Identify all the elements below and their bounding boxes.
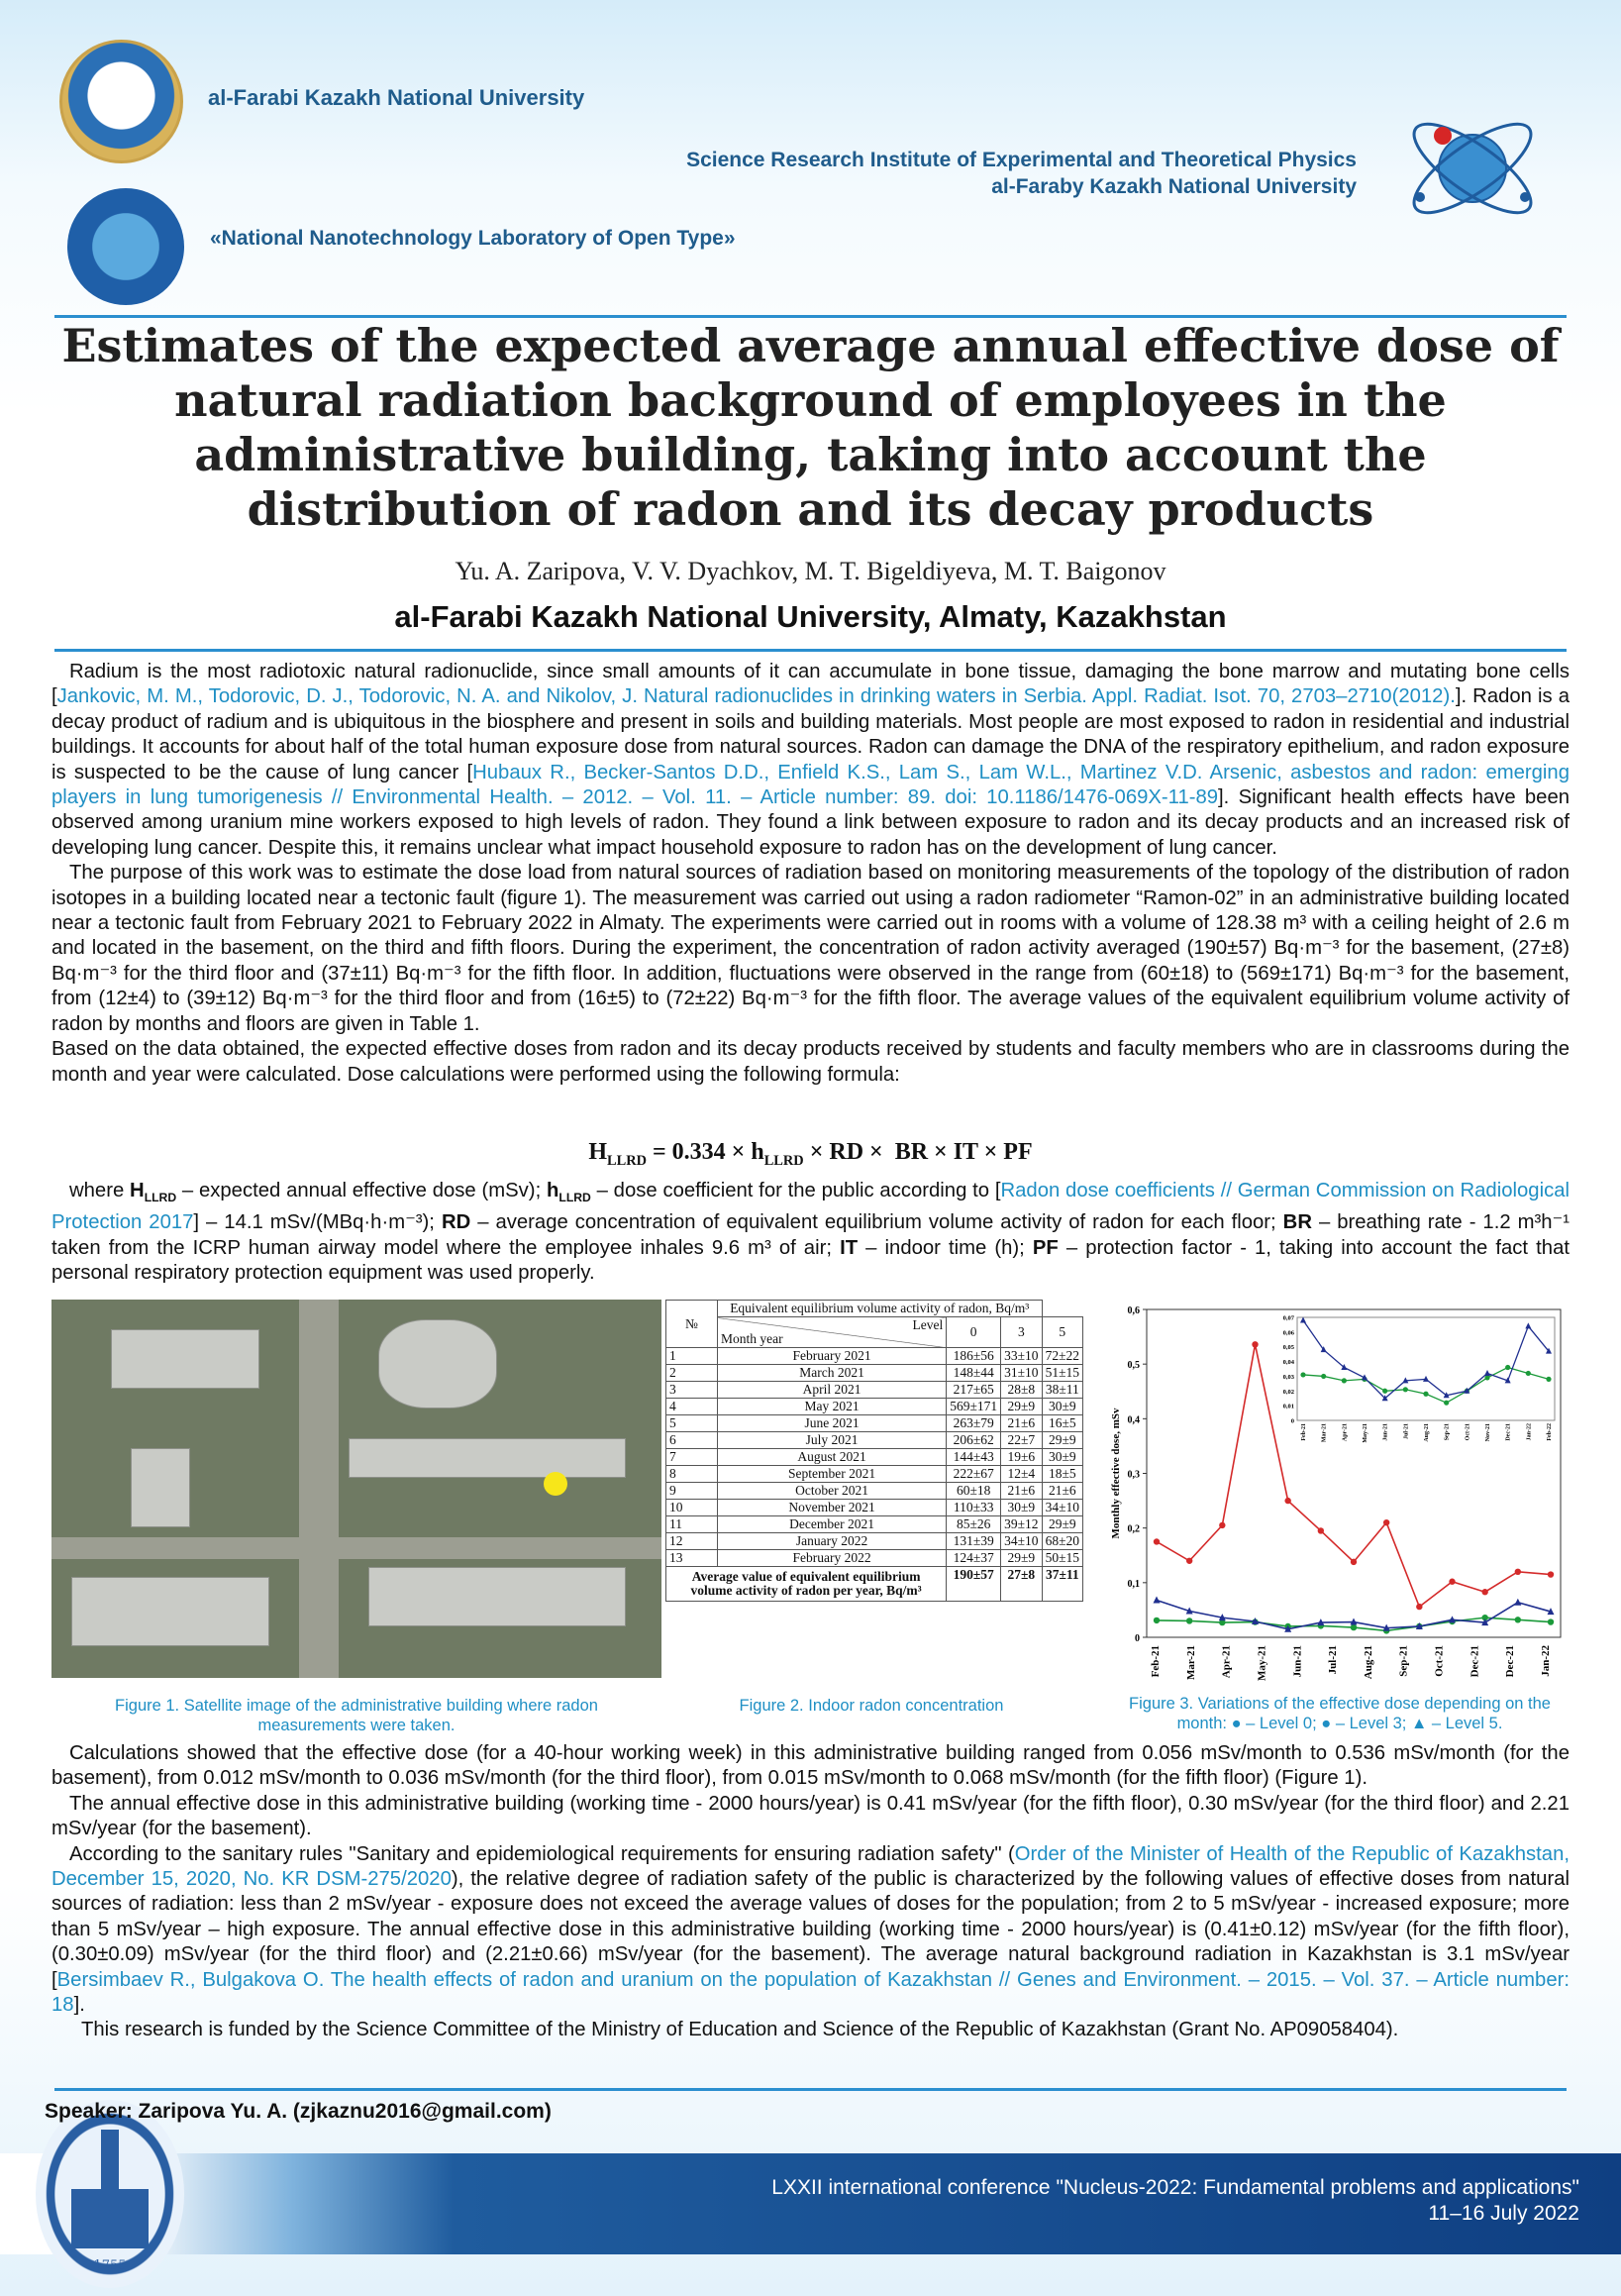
figure-1-caption: Figure 1. Satellite image of the administrative building where radon measurements were taken.: [115, 1697, 598, 1734]
table-header-level-5: 5: [1042, 1317, 1082, 1348]
text-span: ].: [73, 1994, 85, 2017]
y-axis-label: Monthly effective dose, mSv: [1110, 1408, 1122, 1539]
table-cell: 28±8: [1001, 1382, 1042, 1399]
table-cell: 4: [666, 1399, 718, 1415]
inset-data-point: [1526, 1371, 1531, 1376]
table-row: [666, 1348, 1083, 1365]
table-cell: 18±5: [1042, 1466, 1082, 1483]
table-cell: 31±10: [1001, 1365, 1042, 1382]
table-cell: 29±9: [1042, 1432, 1082, 1449]
x-tick-label: Jun-21: [1291, 1645, 1304, 1678]
table-cell: March 2021: [717, 1365, 946, 1382]
university-logo: [59, 40, 183, 163]
inset-data-point: [1423, 1392, 1428, 1397]
text-span: ]. Significant health effects have been observed among uranium mine workers exposed to high levels of radon. They found a link between exposure to radon and its decay products and an increased risk of developing lung cancer. Despite this, it remains unclear what impact household exposure to radon has on the development of lung cancer.: [51, 786, 1570, 859]
msu-building-logo: [36, 2100, 184, 2288]
inset-x-tick-label: Aug-21: [1424, 1423, 1430, 1442]
inset-y-tick-label: 0,06: [1282, 1329, 1294, 1337]
table-header-diagonal: [717, 1317, 946, 1348]
data-point: [1351, 1624, 1357, 1630]
data-point: [1548, 1618, 1554, 1624]
y-tick-label: 0,6: [1127, 1305, 1140, 1316]
table-cell: 1: [666, 1348, 718, 1365]
intro-paragraph-2: The purpose of this work was to estimate the dose load from natural sources of radiation based on monitoring measurements of the topology of the distribution of radon isotopes in a building located near a tectonic fault (figure 1). The measurement was carried out using a radon radiometer “Ramon-02” in an administrative building located near a tectonic fault from February 2021 to February 2022 in Almaty. The experiments were carried out in rooms with a volume of 128.38 m³ with a ceiling height of 2.6 m and located in the basement, on the third and fifth floors. During the experiment, the concentration of radon activity averaged (190±57) Bq·m⁻³ for the basement, (27±8) Bq·m⁻³ for the third floor and (37±11) Bq·m⁻³ for the fifth floor. In addition, fluctuations were observed in the range from (60±18) to (569±171) Bq·m⁻³ for the basement, from (12±4) to (39±12) Bq·m⁻³ for the third floor and from (16±5) to (72±22) Bq·m⁻³ for the fifth floor. The average values of the equivalent equilibrium volume activity of radon by months and floors are given in Table 1.: [51, 862, 1570, 1035]
table-cell: 13: [666, 1550, 718, 1567]
table-cell: 51±15: [1042, 1365, 1082, 1382]
table-cell: 217±65: [947, 1382, 1001, 1399]
text-span: ] – 14.1 mSv/(MBq·h·m⁻³);: [193, 1211, 442, 1234]
reference-link[interactable]: Hubaux R., Becker-Santos D.D., Enfield K.S., Lam S., Lam W.L., Martinez V.D. Arsenic, asbestos and radon: emerging players in lung tumorigenesis // Environmental Health. – 2012. – Vol. 11. – Article number: 89. doi: 10.1186/1476-069X-11-89: [51, 761, 1570, 809]
lab-name: «National Nanotechnology Laboratory of Open Type»: [210, 227, 736, 250]
institute-line2: al-Faraby Kazakh National University: [991, 175, 1357, 198]
inset-y-tick-label: 0,02: [1282, 1388, 1294, 1396]
data-point: [1219, 1522, 1225, 1528]
inset-y-tick-label: 0,04: [1282, 1359, 1294, 1367]
table-cell: 30±9: [1042, 1449, 1082, 1466]
satellite-image: [51, 1300, 661, 1678]
inset-x-tick-label: Nov-21: [1485, 1423, 1491, 1442]
table-cell: 10: [666, 1500, 718, 1516]
table-cell: 569±171: [947, 1399, 1001, 1415]
table-cell: 72±22: [1042, 1348, 1082, 1365]
funding-paragraph: This research is funded by the Science Committee of the Ministry of Education and Science of the Republic of Kazakhstan (Grant No. AP09058404).: [81, 2019, 1399, 2041]
text-span: – breathing rate - 1.2 m³h⁻¹ taken from the ICRP human airway model where the employee inhales 9.6 m³ of air;: [51, 1211, 1570, 1259]
conference-name: LXXII international conference "Nucleus-2022: Fundamental problems and applications": [771, 2176, 1579, 2199]
table-average-value: 27±8: [1001, 1567, 1042, 1602]
table-row: [666, 1550, 1083, 1567]
university-name: al-Farabi Kazakh National University: [208, 85, 585, 110]
y-tick-label: 0,3: [1127, 1469, 1140, 1481]
table-cell: November 2021: [717, 1500, 946, 1516]
table-cell: 110±33: [947, 1500, 1001, 1516]
x-tick-label: Jul-21: [1327, 1645, 1340, 1675]
inset-data-point: [1300, 1372, 1305, 1377]
y-tick-label: 0: [1135, 1633, 1140, 1644]
inset-x-tick-label: Dec-21: [1505, 1423, 1512, 1441]
inset-x-tick-label: Jan-22: [1526, 1423, 1533, 1441]
table-cell: 186±56: [947, 1348, 1001, 1365]
table-cell: 38±11: [1042, 1382, 1082, 1399]
inset-x-tick-label: Jun-21: [1382, 1423, 1389, 1441]
table-row: [666, 1533, 1083, 1550]
inset-data-point: [1403, 1387, 1408, 1392]
x-tick-label: Mar-21: [1184, 1645, 1197, 1681]
table-row: [666, 1500, 1083, 1516]
table-cell: 30±9: [1042, 1399, 1082, 1415]
x-tick-label: Feb-21: [1150, 1645, 1162, 1678]
title-divider: [54, 649, 1567, 652]
inset-x-tick-label: Jul-21: [1403, 1423, 1410, 1440]
table-row: [666, 1415, 1083, 1432]
x-tick-label: Oct-21: [1433, 1645, 1446, 1677]
text-span: – expected annual effective dose (mSv);: [176, 1180, 547, 1201]
text-span: – dose coefficient for the public according to [: [590, 1180, 1001, 1201]
table-cell: January 2022: [717, 1533, 946, 1550]
inset-data-point: [1342, 1378, 1347, 1383]
msu-year: 1755: [93, 2258, 127, 2273]
inset-y-tick-label: 0,05: [1282, 1344, 1294, 1352]
inset-y-tick-label: 0: [1290, 1417, 1294, 1425]
inset-y-tick-label: 0,01: [1282, 1403, 1294, 1410]
results-paragraph-3: [51, 1842, 1570, 2019]
table-cell: 29±9: [1001, 1550, 1042, 1567]
y-tick-label: 0,5: [1127, 1360, 1140, 1372]
table-cell: 68±20: [1042, 1533, 1082, 1550]
inset-data-point: [1484, 1375, 1489, 1380]
table-header-level-0: 0: [947, 1317, 1001, 1348]
reference-link[interactable]: Bersimbaev R., Bulgakova O. The health effects of radon and uranium on the population of Kazakhstan // Genes and Environment. – 2015. – Vol. 37. – Article number: 18: [51, 1968, 1570, 2017]
table-cell: 16±5: [1042, 1415, 1082, 1432]
table-cell: 33±10: [1001, 1348, 1042, 1365]
table-cell: 6: [666, 1432, 718, 1449]
table-cell: 29±9: [1001, 1399, 1042, 1415]
ietp-atom-logo: [1398, 94, 1547, 243]
x-tick-label: Dec-21: [1504, 1645, 1517, 1678]
data-point: [1186, 1558, 1192, 1564]
table-header-level-3: 3: [1001, 1317, 1042, 1348]
table-cell: July 2021: [717, 1432, 946, 1449]
table-cell: 131±39: [947, 1533, 1001, 1550]
table-cell: 144±43: [947, 1449, 1001, 1466]
text-span: According to the sanitary rules "Sanitary and epidemiological requirements for ensuring radiation safety" (: [69, 1842, 1015, 1865]
table-cell: October 2021: [717, 1483, 946, 1500]
table-header-level: Level: [912, 1317, 944, 1332]
table-cell: 21±6: [1001, 1483, 1042, 1500]
measurement-location-marker: [544, 1472, 567, 1496]
table-cell: 34±10: [1001, 1533, 1042, 1550]
table-average-row: [666, 1567, 1083, 1602]
effective-dose-chart: [1099, 1296, 1574, 1692]
table-row: [666, 1365, 1083, 1382]
table-cell: 206±62: [947, 1432, 1001, 1449]
table-cell: 124±37: [947, 1550, 1001, 1567]
data-point: [1383, 1519, 1389, 1525]
x-tick-label: Apr-21: [1220, 1645, 1233, 1679]
table-cell: 19±6: [1001, 1449, 1042, 1466]
institute-line1: Science Research Institute of Experimental and Theoretical Physics: [686, 149, 1357, 171]
table-cell: 22±7: [1001, 1432, 1042, 1449]
inset-y-tick-label: 0,03: [1282, 1373, 1294, 1381]
text-span: Radium is the most radiotoxic natural radionuclide, since small amounts of it can accumulate in bone tissue, damaging the bone marrow and mutating bone cells [: [51, 661, 1570, 708]
inset-x-tick-label: May-21: [1363, 1423, 1368, 1443]
table-row: [666, 1483, 1083, 1500]
inset-x-tick-label: Feb-22: [1547, 1423, 1553, 1441]
table-cell: 11: [666, 1516, 718, 1533]
table-cell: 263±79: [947, 1415, 1001, 1432]
data-point: [1154, 1538, 1160, 1544]
text-span: – protection factor - 1, taking into account the fact that personal respiratory protection equipment was used properly.: [51, 1236, 1570, 1285]
table-row: [666, 1449, 1083, 1466]
table-cell: May 2021: [717, 1399, 946, 1415]
y-tick-label: 0,4: [1127, 1414, 1140, 1426]
data-point: [1351, 1559, 1357, 1565]
table-cell: 7: [666, 1449, 718, 1466]
table-cell: 222±67: [947, 1466, 1001, 1483]
table-header-no: №: [666, 1301, 718, 1348]
data-point: [1515, 1569, 1521, 1575]
data-point: [1284, 1498, 1290, 1504]
x-tick-label: Jan-22: [1540, 1645, 1552, 1677]
data-point: [1481, 1589, 1487, 1595]
table-cell: February 2022: [717, 1550, 946, 1567]
table-cell: September 2021: [717, 1466, 946, 1483]
table-cell: 3: [666, 1382, 718, 1399]
dose-formula: $H_{LLRD} = 0.334 \times h_{LLRD}$ × RD × BR × IT × PF: [588, 1139, 1033, 1169]
x-tick-label: May-21: [1256, 1645, 1268, 1682]
figure-3-caption: Figure 3. Variations of the effective dose depending on the month: ● – Level 0; ● – Level 3; ▲ – Level 5.: [1129, 1695, 1551, 1732]
table-cell: 30±9: [1001, 1500, 1042, 1516]
inset-y-tick-label: 0,07: [1282, 1314, 1294, 1322]
table-header-month: Month year: [720, 1331, 783, 1346]
data-point: [1416, 1604, 1422, 1610]
table-cell: December 2021: [717, 1516, 946, 1533]
inset-x-tick-label: Sep-21: [1444, 1423, 1451, 1441]
poster-title: Estimates of the expected average annual effective dose of natural radiation background of employees in the administrative building, taking into account the distribution of radon and its decay products: [61, 319, 1560, 536]
y-tick-label: 0,2: [1127, 1523, 1140, 1535]
data-point: [1186, 1618, 1192, 1623]
x-tick-label: Sep-21: [1397, 1645, 1410, 1677]
formula-description: where $H_{LLRD}$ – expected annual effective dose (mSv); $h_{LLRD}$ – dose coefficient for the public according to [Radon dose coefficients // German Commission on Radiological Protection 2017] – 14.1 mSv/(MBq·h·m⁻³); RD – average concentration of equivalent equilibrium volume activity of radon for each floor; BR – breathing rate - 1.2 m³h⁻¹ taken from the ICRP human airway model where the employee inhales 9.6 m³ of air; IT – indoor time (h); PF – protection factor - 1, taking into account the fact that personal respiratory protection equipment was used properly.: [51, 1180, 1570, 1285]
data-point: [1318, 1527, 1324, 1533]
text-span: – average concentration of equivalent equilibrium volume activity of radon for each floor;: [470, 1211, 1283, 1234]
table-cell: 5: [666, 1415, 718, 1432]
inset-x-tick-label: Apr-21: [1342, 1423, 1349, 1442]
table-cell: August 2021: [717, 1449, 946, 1466]
intro-paragraph-1: [51, 660, 1570, 861]
table-cell: April 2021: [717, 1382, 946, 1399]
figure-2-caption: Figure 2. Indoor radon concentration: [739, 1697, 1004, 1715]
inset-x-tick-label: Feb-21: [1301, 1423, 1307, 1441]
inset-x-tick-label: Mar-21: [1321, 1423, 1328, 1443]
table-cell: June 2021: [717, 1415, 946, 1432]
conference-info: [771, 2175, 1579, 2227]
data-point: [1449, 1579, 1455, 1585]
data-point: [1515, 1617, 1521, 1622]
reference-link[interactable]: Radon dose coefficients // German Commission on Radiological Protection 2017: [51, 1180, 1570, 1234]
data-point: [1154, 1618, 1160, 1623]
y-tick-label: 0,1: [1127, 1578, 1140, 1590]
table-cell: 12±4: [1001, 1466, 1042, 1483]
table-average-value: 37±11: [1042, 1567, 1082, 1602]
table-cell: 29±9: [1042, 1516, 1082, 1533]
inset-data-point: [1444, 1401, 1449, 1406]
nanotech-lab-logo: [67, 188, 184, 305]
inset-x-tick-label: Oct-21: [1465, 1423, 1471, 1441]
inset-plot-area: [1297, 1317, 1555, 1420]
inset-data-point: [1321, 1374, 1326, 1379]
x-tick-label: Dec-21: [1469, 1645, 1481, 1678]
text-span: – indoor time (h);: [858, 1236, 1033, 1259]
table-row: [666, 1382, 1083, 1399]
table-average-label: Average value of equivalent equilibrium volume activity of radon per year, Bq/m³: [666, 1567, 947, 1602]
table-cell: 34±10: [1042, 1500, 1082, 1516]
radon-table: [665, 1300, 1083, 1602]
data-point: [1252, 1341, 1258, 1347]
data-point: [1548, 1571, 1554, 1577]
reference-link[interactable]: Jankovic, M. M., Todorovic, D. J., Todorovic, N. A. and Nikolov, J. Natural radionuclides in drinking waters in Serbia. Appl. Radiat. Isot. 70, 2703–2710(2012).: [56, 685, 1456, 708]
x-tick-label: Aug-21: [1362, 1645, 1374, 1680]
results-section: [51, 1741, 1570, 2043]
table-average-value: 190±57: [947, 1567, 1001, 1602]
table-cell: 60±18: [947, 1483, 1001, 1500]
text-span: ), the relative degree of radiation safety of the public is characterized by the following values of effective doses from natural sources of radiation: less than 2 mSv/year - exposure does not exceed the average values of doses for the population; from 2 to 5 mSv/year - increased exposure; more than 5 mSv/year – high exposure. The annual effective dose in this administrative building (working time - 2000 hours/year) is (0.41±0.12) mSv/year (for the fifth floor), (0.30±0.09) mSv/year (for the third floor) and (2.21±0.66) mSv/year (for the basement). The average natural background radiation in Kazakhstan is 3.1 mSv/year [: [51, 1868, 1570, 1991]
institute-name: [686, 147, 1357, 200]
results-paragraph-2: The annual effective dose in this administrative building (working time - 2000 hours/year) is 0.41 mSv/year (for the fifth floor), 0.30 mSv/year (for the third floor) and 2.21 mSv/year (for the basement).: [51, 1792, 1570, 1840]
inset-data-point: [1546, 1377, 1551, 1382]
affiliation: al-Farabi Kazakh National University, Almaty, Kazakhstan: [394, 599, 1227, 634]
table-cell: 50±15: [1042, 1550, 1082, 1567]
table-row: [666, 1516, 1083, 1533]
table-row: [666, 1466, 1083, 1483]
table-row: [666, 1399, 1083, 1415]
results-paragraph-1: Calculations showed that the effective dose (for a 40-hour working week) in this administrative building ranged from 0.056 mSv/month to 0.536 mSv/month (for the basement), from 0.012 mSv/month to 0.036 mSv/month (for the third floor), from 0.015 mSv/month to 0.068 mSv/month (for the fifth floor) (Figure 1).: [51, 1742, 1570, 1790]
inset-data-point: [1382, 1389, 1387, 1394]
conference-dates: 11–16 July 2022: [1428, 2202, 1579, 2225]
authors: Yu. A. Zaripova, V. V. Dyachkov, M. T. Bigeldiyeva, M. T. Baigonov: [455, 557, 1166, 585]
table-cell: 21±6: [1001, 1415, 1042, 1432]
table-cell: February 2021: [717, 1348, 946, 1365]
speaker-info: Speaker: Zaripova Yu. A. (zjkaznu2016@gmail.com): [45, 2100, 552, 2123]
table-cell: 9: [666, 1483, 718, 1500]
table-header-group: Equivalent equilibrium volume activity of radon, Bq/m³: [717, 1301, 1042, 1317]
text-span: ]. Radon is a decay product of radium and is ubiquitous in the biosphere and present in soils and building materials. Most people are most exposed to radon in residential and industrial buildings. It accounts for about half of the total human exposure dose from natural sources. Radon can damage the DNA of the respiratory epithelium, and radon exposure is suspected to be the cause of lung cancer [: [51, 685, 1570, 783]
intro-paragraph-3: Based on the data obtained, the expected effective doses from radon and its decay products received by students and faculty members who are in classrooms during the month and year were calculated. Dose calculations were performed using the following formula:: [51, 1038, 1570, 1086]
inset-data-point: [1505, 1365, 1510, 1370]
intro-section: [51, 660, 1570, 1088]
table-cell: 148±44: [947, 1365, 1001, 1382]
table-cell: 39±12: [1001, 1516, 1042, 1533]
table-cell: 12: [666, 1533, 718, 1550]
text-span: where: [69, 1180, 131, 1201]
reference-link[interactable]: Order of the Minister of Health of the Republic of Kazakhstan, December 15, 2020, No. KR DSM-275/2020: [51, 1842, 1570, 1891]
header-divider: [54, 315, 1567, 318]
table-cell: 85±26: [947, 1516, 1001, 1533]
table-cell: 2: [666, 1365, 718, 1382]
table-cell: 21±6: [1042, 1483, 1082, 1500]
table-cell: 8: [666, 1466, 718, 1483]
footer-divider: [54, 2088, 1567, 2091]
table-row: [666, 1432, 1083, 1449]
